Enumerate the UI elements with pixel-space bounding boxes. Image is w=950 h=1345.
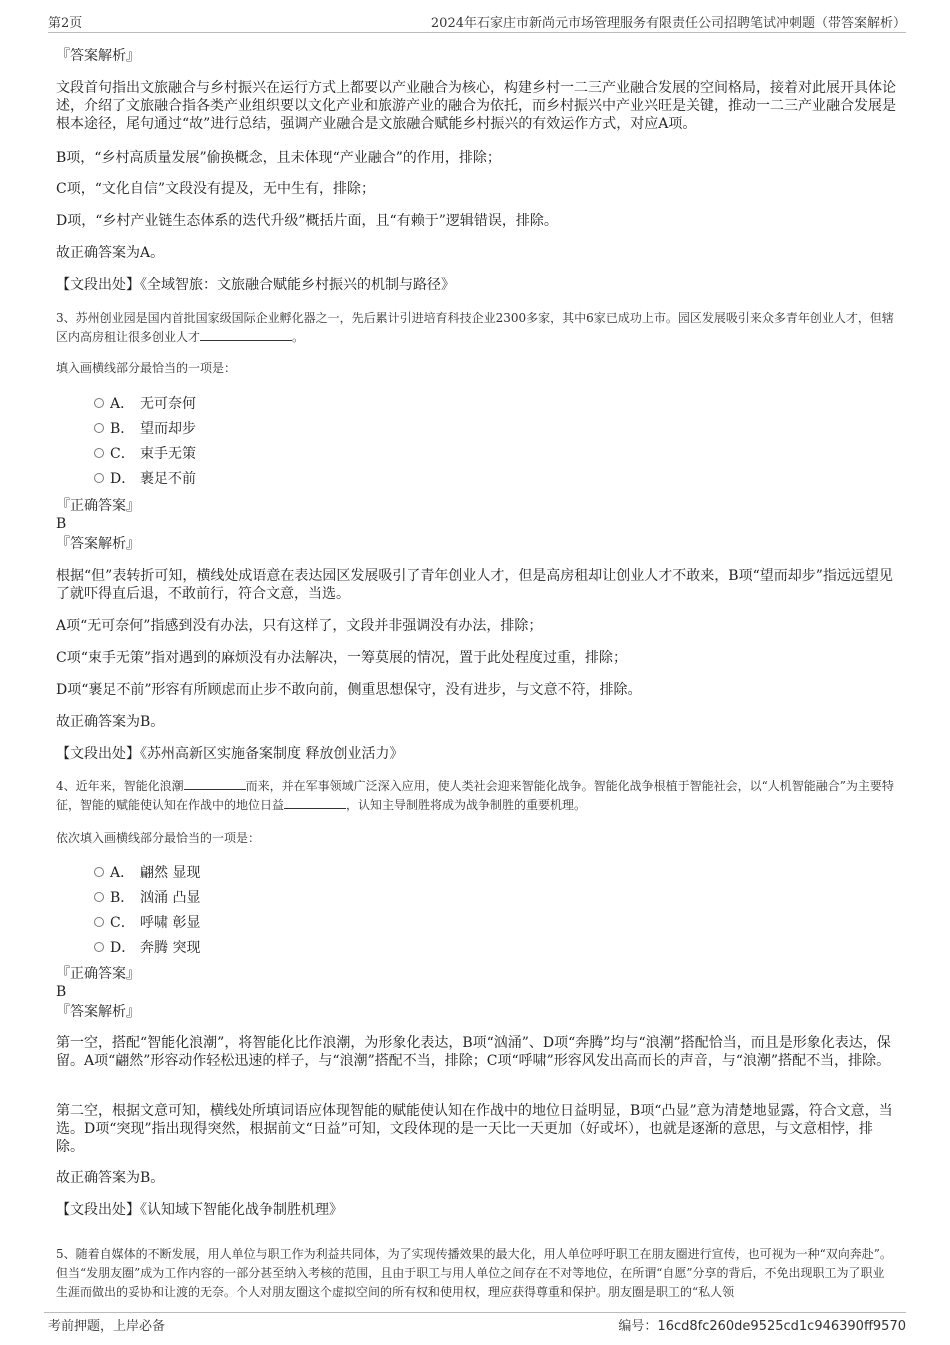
q3-option-c[interactable]: C． 束手无策 (94, 445, 196, 463)
q4-analysis-label: 『答案解析』 (56, 1004, 140, 1020)
q2-analysis-p5: 故正确答案为A。 (56, 245, 165, 261)
q4-blank-1 (184, 778, 246, 790)
q3-analysis-p3: C项“束手无策”指对遇到的麻烦没有办法解决，一筹莫展的情况，置于此处程度过重，排除； (56, 650, 628, 666)
q2-analysis-p3: C项，“文化自信”文段没有提及，无中生有，排除； (56, 181, 376, 197)
q2-analysis-p1: 文段首句指出文旅融合与乡村振兴在运行方式上都要以产业融合为核心，构建乡村一二三产业融合发展的空间格局，接着对此展开具体论述，介绍了文旅融合指各类产业组织要以文化产业和旅游产业的融合为依托，而乡村振兴中产业兴旺是关键，推动一二三产业融合发展是根本途径，尾句通过“故”进行总结，强调产业融合是文旅融合赋能乡村振兴的有效运作方式，对应A项。 (56, 80, 896, 132)
q3-analysis-p4: D项“裹足不前”形容有所顾虑而止步不敢向前，侧重思想保守，没有进步，与文意不符，排除。 (56, 682, 642, 698)
q3-analysis-p1: 根据“但”表转折可知，横线处成语意在表达园区发展吸引了青年创业人才，但是高房租却让创业人才不敢来，B项“望而却步”指远远望见了就吓得直后退，不敢前行，符合文意，当选。 (56, 568, 893, 602)
radio-icon[interactable] (94, 867, 104, 877)
q4-option-d[interactable]: D． 奔腾 突现 (94, 939, 200, 957)
document-title: 2024年石家庄市新尚元市场管理服务有限责任公司招聘笔试冲刺题（带答案解析） (430, 16, 906, 31)
q4-analysis-p3: 故正确答案为B。 (56, 1170, 165, 1186)
q4-prompt: 依次填入画横线部分最恰当的一项是： (56, 831, 261, 845)
page-footer (48, 1315, 906, 1335)
q4-answer: B (56, 984, 67, 1000)
q3-prompt: 填入画横线部分最恰当的一项是： (56, 361, 237, 375)
radio-icon[interactable] (94, 448, 104, 458)
footer-divider (44, 1312, 906, 1313)
q3-option-a[interactable]: A． 无可奈何 (94, 395, 196, 413)
radio-icon[interactable] (94, 917, 104, 927)
q4-option-a[interactable]: A． 翩然 显现 (94, 864, 200, 882)
header-divider (48, 32, 906, 33)
page-number: 第2页 (48, 16, 83, 31)
q3-option-d[interactable]: D． 裹足不前 (94, 470, 196, 488)
q3-answer: B (56, 516, 67, 532)
q4-stem: 4、近年来，智能化浪潮 而来，并在军事领域广泛深入应用，使人类社会迎来智能化战争。智能化战争根植于智能社会，以“人机智能融合”为主要特征，智能的赋能使认知在作战中的地位日益 ，认知主导制胜将成为战争制胜的重要机理。 (56, 779, 894, 812)
q4-option-c[interactable]: C． 呼啸 彰显 (94, 914, 200, 932)
q3-blank (200, 329, 292, 341)
radio-icon[interactable] (94, 423, 104, 433)
q3-analysis-p5: 故正确答案为B。 (56, 714, 165, 730)
radio-icon[interactable] (94, 892, 104, 902)
q3-option-b[interactable]: B． 望而却步 (94, 420, 196, 438)
q3-source: 【文段出处】《苏州高新区实施备案制度 释放创业活力》 (56, 746, 404, 762)
q5-stem: 5、随着自媒体的不断发展，用人单位与职工作为利益共同体，为了实现传播效果的最大化，用人单位呼吁职工在朋友圈进行宣传，也可视为一种“双向奔赴”。但当“发朋友圈”成为工作内容的一部分甚至纳入考核的范围，且由于职工与用人单位之间存在不对等地位，在所谓“自愿”分享的背后，不免出现职工为了职业生涯而做出的妥协和让渡的无奈。个人对朋友圈这个虚拟空间的所有权和使用权，理应获得尊重和保护。朋友圈是职工的“私人领 (56, 1247, 892, 1299)
footer-slogan: 考前押题，上岸必备 (48, 1319, 166, 1334)
q4-answer-label: 『正确答案』 (56, 966, 140, 982)
q3-analysis-label: 『答案解析』 (56, 536, 140, 552)
radio-icon[interactable] (94, 942, 104, 952)
q2-analysis-label: 『答案解析』 (56, 48, 140, 64)
q4-blank-2 (284, 797, 346, 809)
q2-analysis-p2: B项，“乡村高质量发展”偷换概念，且未体现“产业融合”的作用，排除； (56, 150, 501, 166)
q2-analysis-p4: D项，“乡村产业链生态体系的迭代升级”概括片面，且“有赖于”逻辑错误，排除。 (56, 213, 558, 229)
q4-option-b[interactable]: B． 汹涌 凸显 (94, 889, 200, 907)
q3-answer-label: 『正确答案』 (56, 498, 140, 514)
q3-stem: 3、苏州创业园是国内首批国家级国际企业孵化器之一，先后累计引进培育科技企业2300多家，其中6家已成功上市。园区发展吸引来众多青年创业人才，但辖区内高房租让很多创业人才 。 (56, 311, 894, 344)
page-header (48, 12, 906, 32)
q4-analysis-p2: 第二空，根据文意可知，横线处所填词语应体现智能的赋能使认知在作战中的地位日益明显，B项“凸显”意为清楚地显露，符合文意，当选。D项“突现”指出现得突然，根据前文“日益”可知，文段体现的是一天比一天更加（好或坏），也就是逐渐的意思，与文意相悖，排除。 (56, 1103, 893, 1155)
radio-icon[interactable] (94, 398, 104, 408)
q4-analysis-p1: 第一空，搭配“智能化浪潮”，将智能化比作浪潮，为形象化表达，B项“汹涌”、D项“奔腾”均与“浪潮”搭配恰当，而且是形象化表达，保留。A项“翩然”形容动作轻松迅速的样子，与“浪潮”搭配不当，排除；C项“呼啸”形容风发出高而长的声音，与“浪潮”搭配不当，排除。 (56, 1035, 891, 1069)
document-id: 编号：16cd8fc260de9525cd1c946390ff9570 (618, 1319, 906, 1334)
q4-source: 【文段出处】《认知域下智能化战争制胜机理》 (56, 1202, 343, 1218)
q3-analysis-p2: A项“无可奈何”指感到没有办法，只有这样了，文段并非强调没有办法，排除； (56, 618, 543, 634)
q2-source: 【文段出处】《全域智旅：文旅融合赋能乡村振兴的机制与路径》 (56, 277, 455, 293)
radio-icon[interactable] (94, 473, 104, 483)
